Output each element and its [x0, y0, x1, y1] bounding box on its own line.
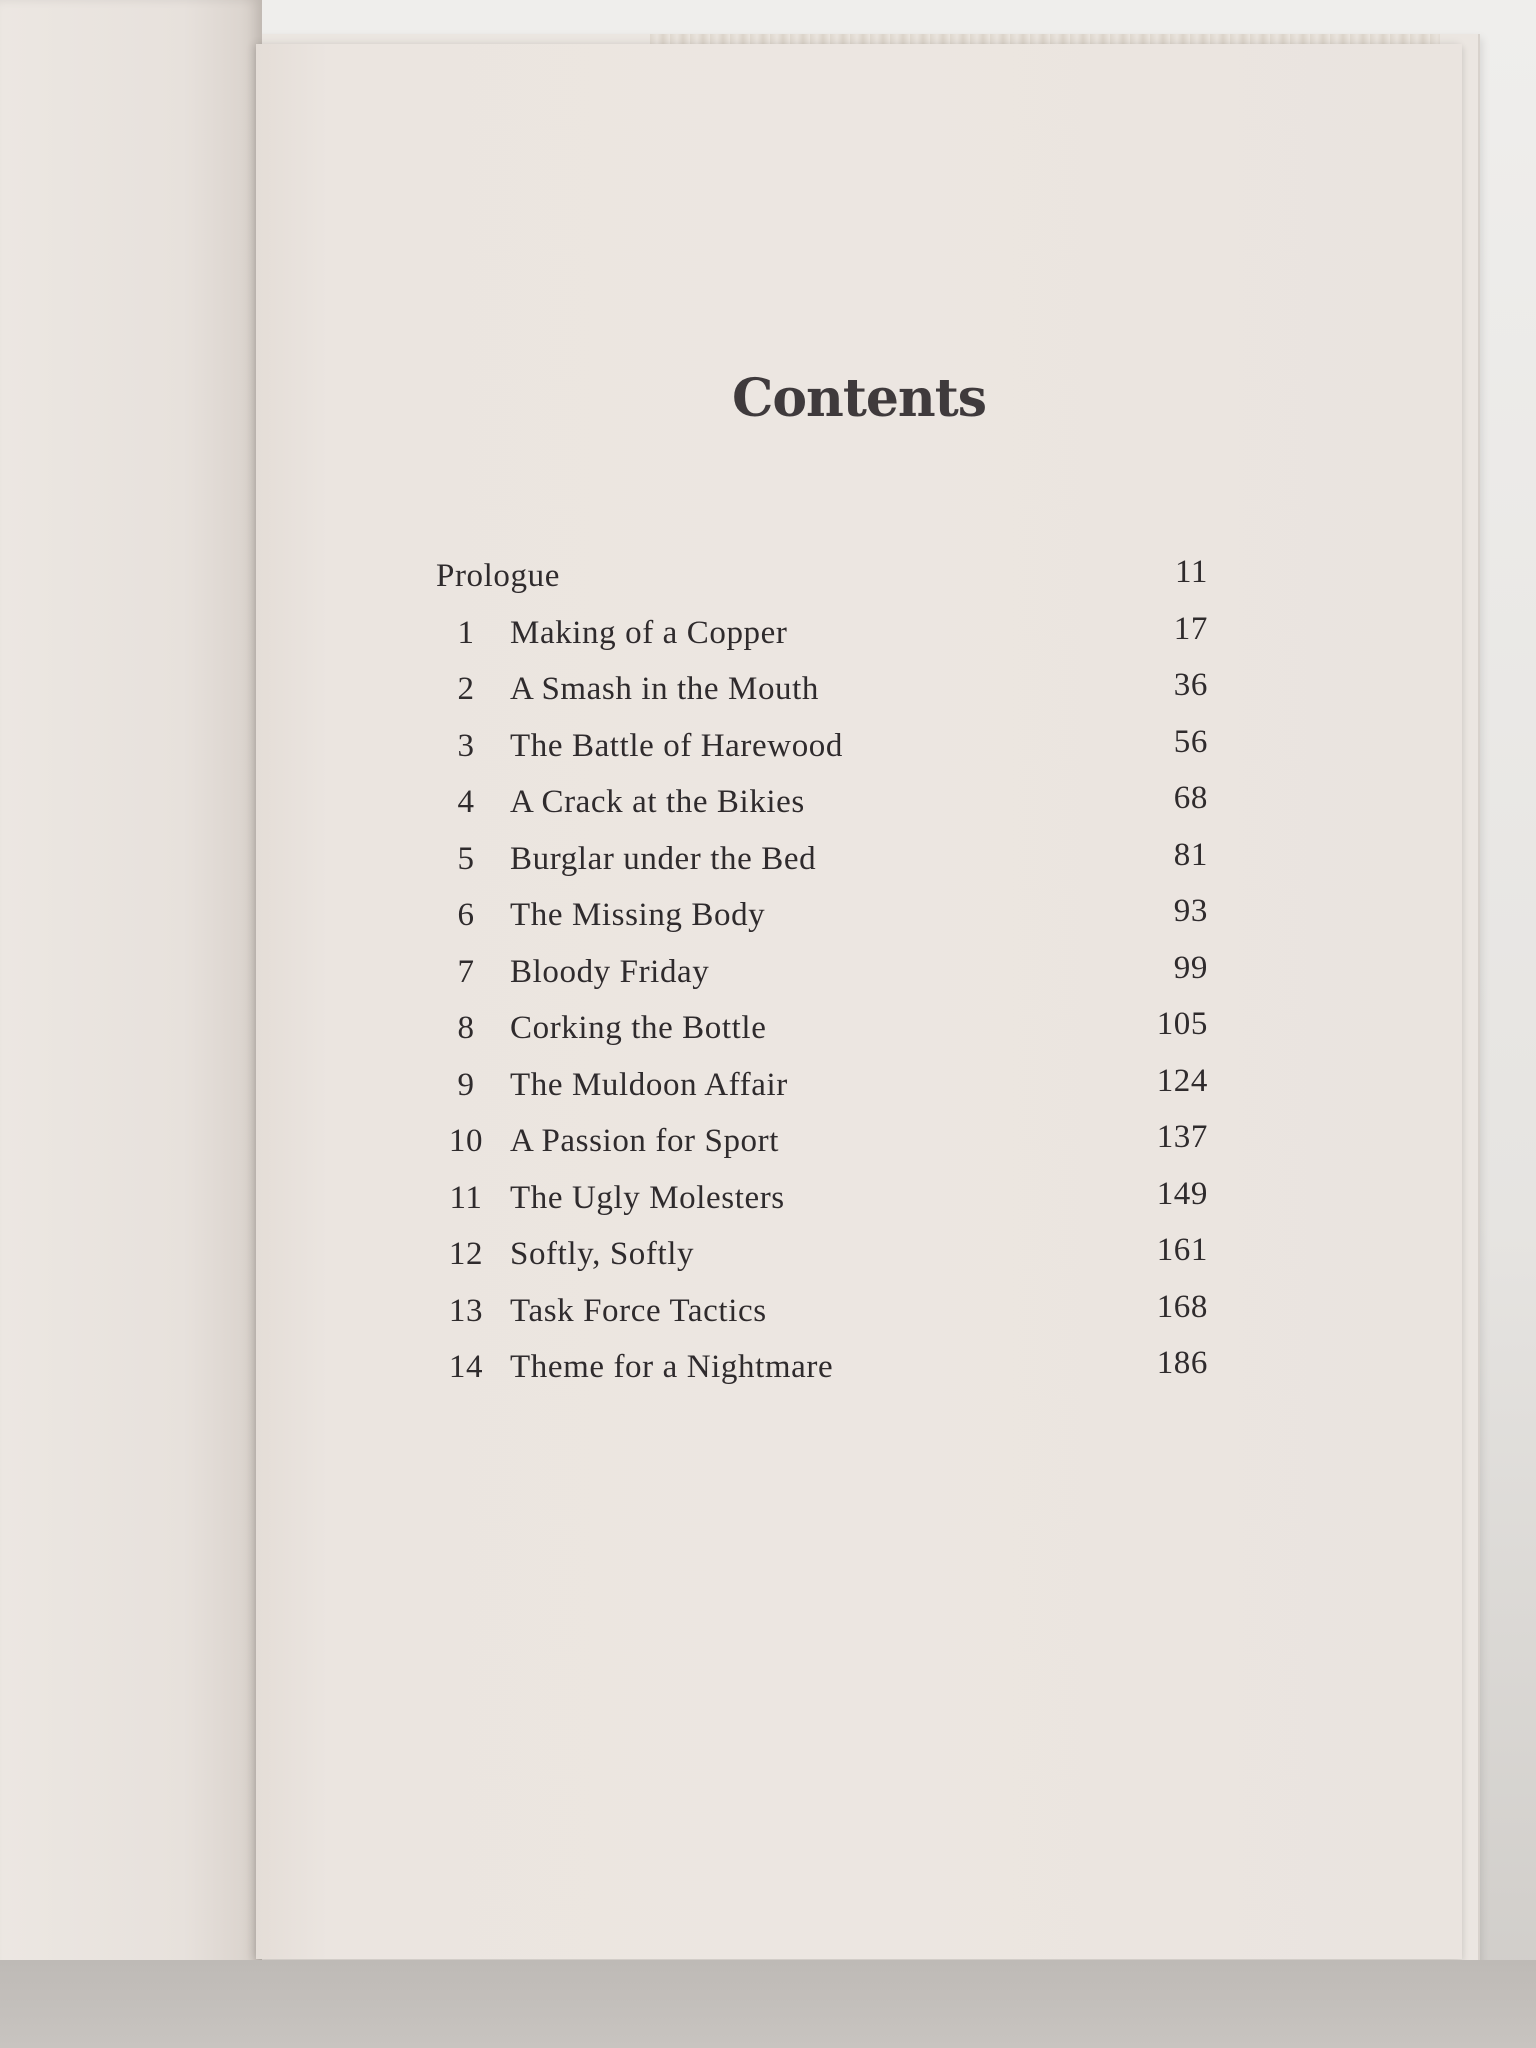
toc-entry-title: Corking the Bottle [510, 1010, 767, 1046]
table-surface [0, 1960, 1536, 2048]
toc-entry-title: The Ugly Molesters [510, 1179, 785, 1216]
toc-entry-title: Softly, Softly [510, 1236, 695, 1272]
toc-entry [436, 950, 1506, 1007]
toc-entry-page: 36 [1173, 667, 1208, 703]
toc-entry-title: Theme for a Nightmare [510, 1349, 834, 1385]
toc-entry [436, 893, 1506, 950]
toc-entry [436, 724, 1506, 781]
toc-entry-title: Making of a Copper [510, 614, 788, 651]
toc-entry-page: 17 [1173, 610, 1208, 647]
toc-entry-title: Prologue [436, 558, 560, 594]
toc-entry-page: 56 [1173, 723, 1208, 760]
toc-entry [436, 837, 1506, 894]
toc-entry-number: 6 [457, 897, 475, 933]
toc-entry [436, 1176, 1506, 1233]
toc-entry-title: The Missing Body [510, 897, 766, 933]
toc-entry-page: 149 [1156, 1175, 1208, 1212]
toc-entry-prologue [436, 554, 1506, 611]
toc-entry-number: 13 [448, 1292, 484, 1329]
toc-entry-page: 68 [1173, 780, 1208, 816]
toc-entry [436, 1006, 1506, 1063]
toc-entry-page: 137 [1156, 1119, 1208, 1155]
page-title: Contents [731, 368, 987, 429]
toc-entry-page: 81 [1173, 836, 1208, 873]
toc-entry-page: 11 [1175, 554, 1208, 590]
toc-entry-title: Bloody Friday [510, 953, 710, 990]
toc-entry-number: 11 [449, 1179, 483, 1216]
toc-entry-page: 124 [1156, 1062, 1208, 1099]
toc-entry [436, 1345, 1506, 1402]
toc-entry-number: 4 [457, 784, 475, 820]
toc-entry-title: Burglar under the Bed [510, 840, 817, 877]
toc-entry-page: 186 [1156, 1345, 1208, 1381]
toc-entry-number: 2 [457, 671, 475, 707]
toc-entry [436, 611, 1506, 668]
toc-entry-number: 8 [457, 1010, 475, 1046]
toc-entry [436, 667, 1506, 724]
toc-entry-number: 5 [457, 840, 475, 877]
toc-entry [436, 1119, 1506, 1176]
toc-entry [436, 780, 1506, 837]
toc-entry-title: The Muldoon Affair [510, 1066, 788, 1103]
toc-entry-page: 168 [1156, 1288, 1208, 1325]
toc-entry [436, 1289, 1506, 1346]
toc-entry-page: 161 [1156, 1232, 1208, 1268]
toc-entry-title: A Passion for Sport [510, 1123, 780, 1159]
toc-entry-page: 93 [1173, 893, 1208, 929]
toc-entry-number: 12 [448, 1236, 484, 1272]
table-of-contents [436, 554, 1506, 1402]
toc-entry-number: 1 [457, 614, 475, 651]
toc-entry-title: A Crack at the Bikies [510, 784, 805, 820]
toc-entry-number: 7 [457, 953, 475, 990]
toc-entry-number: 9 [457, 1066, 475, 1103]
toc-entry-page: 99 [1173, 949, 1208, 986]
toc-entry [436, 1232, 1506, 1289]
toc-entry-number: 14 [448, 1349, 484, 1385]
toc-entry-title: A Smash in the Mouth [510, 671, 820, 707]
toc-entry-number: 10 [448, 1123, 484, 1159]
left-blank-page [0, 0, 262, 2048]
worn-cover-edge [650, 34, 1440, 44]
toc-entry-title: Task Force Tactics [510, 1292, 767, 1329]
contents-page [256, 44, 1462, 1959]
toc-entry [436, 1063, 1506, 1120]
toc-entry-number: 3 [457, 727, 475, 764]
toc-entry-title: The Battle of Harewood [510, 727, 844, 764]
toc-entry-page: 105 [1156, 1006, 1208, 1042]
